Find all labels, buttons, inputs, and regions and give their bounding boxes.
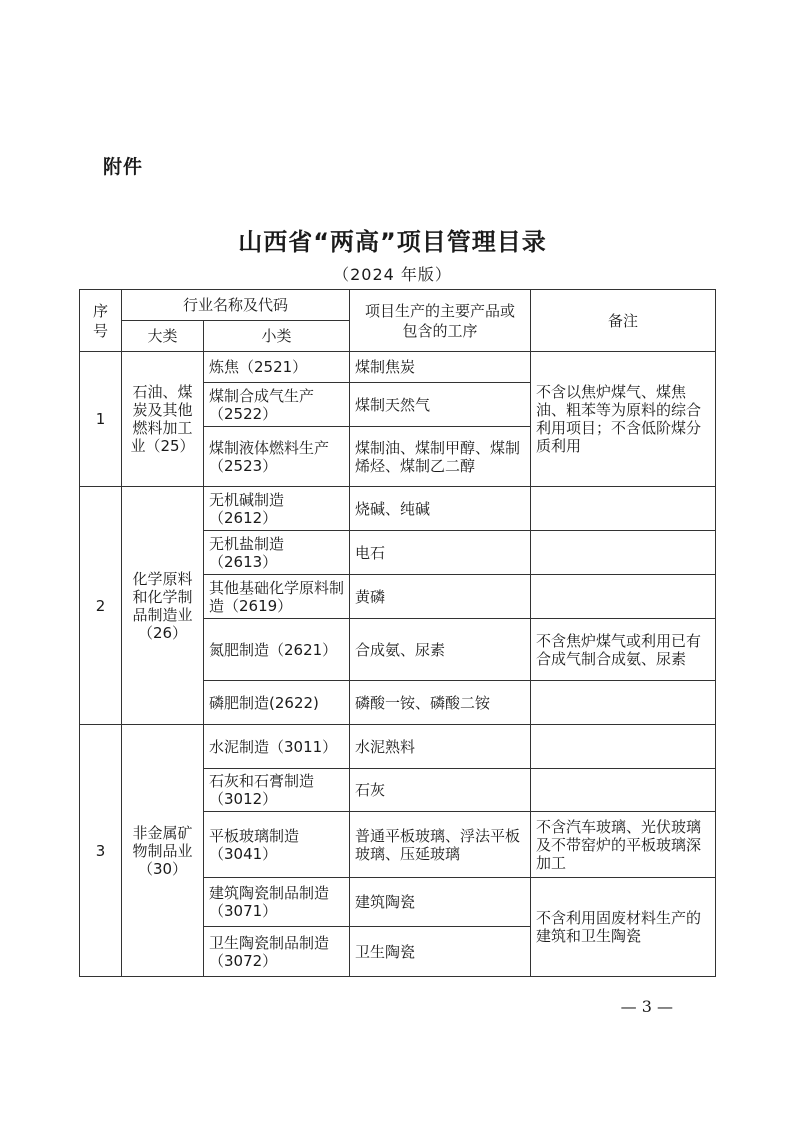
row-seq: 2 — [80, 487, 122, 725]
row-remark: 不含汽车玻璃、光伏玻璃及不带窑炉的平板玻璃深加工 — [531, 812, 716, 878]
row-small-category: 平板玻璃制造（3041） — [204, 812, 350, 878]
row-product: 煤制油、煤制甲醇、煤制烯烃、煤制乙二醇 — [350, 427, 531, 487]
row-remark: 不含以焦炉煤气、煤焦油、粗苯等为原料的综合利用项目；不含低阶煤分质利用 — [531, 352, 716, 487]
row-product: 建筑陶瓷 — [350, 878, 531, 927]
page-number: — 3 — — [620, 997, 673, 1016]
row-remark — [531, 769, 716, 812]
attachment-label: 附件 — [103, 156, 144, 178]
row-product: 普通平板玻璃、浮法平板玻璃、压延玻璃 — [350, 812, 531, 878]
row-small-category: 无机碱制造（2612） — [204, 487, 350, 531]
header-small-category: 小类 — [204, 321, 350, 352]
row-big-category: 化学原料和化学制品制造业（26） — [122, 487, 204, 725]
row-big-category: 石油、煤炭及其他燃料加工业（25） — [122, 352, 204, 487]
row-remark: 不含焦炉煤气或利用已有合成气制合成氨、尿素 — [531, 619, 716, 681]
table-row — [80, 725, 716, 769]
row-small-category: 建筑陶瓷制品制造（3071） — [204, 878, 350, 927]
row-remark — [531, 681, 716, 725]
row-product: 煤制天然气 — [350, 383, 531, 427]
row-remark — [531, 575, 716, 619]
row-seq: 3 — [80, 725, 122, 977]
row-product: 电石 — [350, 531, 531, 575]
row-product: 烧碱、纯碱 — [350, 487, 531, 531]
row-small-category: 其他基础化学原料制造（2619） — [204, 575, 350, 619]
row-small-category: 煤制合成气生产（2522） — [204, 383, 350, 427]
row-product: 磷酸一铵、磷酸二铵 — [350, 681, 531, 725]
directory-table — [79, 289, 716, 977]
row-small-category: 磷肥制造(2622) — [204, 681, 350, 725]
row-small-category: 炼焦（2521） — [204, 352, 350, 383]
header-remarks: 备注 — [531, 290, 716, 352]
table-row — [80, 487, 716, 531]
row-product: 合成氨、尿素 — [350, 619, 531, 681]
row-small-category: 煤制液体燃料生产（2523） — [204, 427, 350, 487]
row-small-category: 卫生陶瓷制品制造（3072） — [204, 927, 350, 977]
header-seq: 序号 — [80, 290, 122, 352]
row-small-category: 石灰和石膏制造（3012） — [204, 769, 350, 812]
row-small-category: 氮肥制造（2621） — [204, 619, 350, 681]
table-row — [80, 352, 716, 383]
row-big-category: 非金属矿物制品业（30） — [122, 725, 204, 977]
document-title: 山西省“两高”项目管理目录 — [238, 228, 547, 256]
row-small-category: 水泥制造（3011） — [204, 725, 350, 769]
header-big-category: 大类 — [122, 321, 204, 352]
row-product: 卫生陶瓷 — [350, 927, 531, 977]
document-edition: （2024 年版） — [333, 265, 452, 284]
row-seq: 1 — [80, 352, 122, 487]
header-products: 项目生产的主要产品或包含的工序 — [350, 290, 531, 352]
row-product: 石灰 — [350, 769, 531, 812]
row-product: 水泥熟料 — [350, 725, 531, 769]
row-remark — [531, 531, 716, 575]
row-product: 煤制焦炭 — [350, 352, 531, 383]
row-remark — [531, 725, 716, 769]
row-remark: 不含利用固废材料生产的建筑和卫生陶瓷 — [531, 878, 716, 977]
row-remark — [531, 487, 716, 531]
header-industry: 行业名称及代码 — [122, 290, 350, 321]
row-small-category: 无机盐制造（2613） — [204, 531, 350, 575]
row-product: 黄磷 — [350, 575, 531, 619]
